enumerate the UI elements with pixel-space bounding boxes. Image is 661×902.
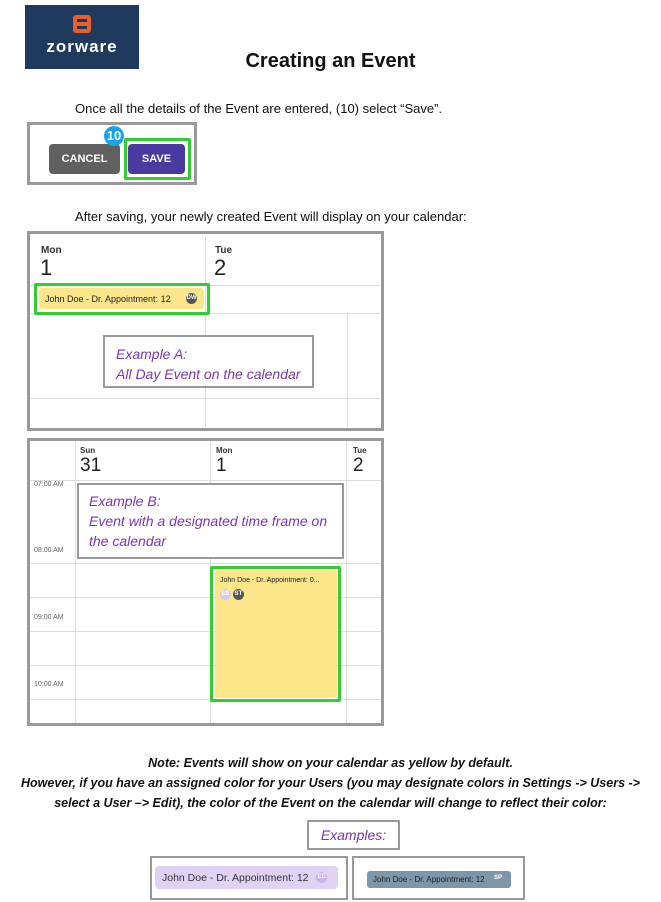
example-lavender-title: John Doe - Dr. Appointment: 12 [162,872,309,884]
note-line1: Note: Events will show on your calendar as yellow by default. [148,756,513,770]
time-label-7am: 07:00 AM [34,481,64,488]
save-button[interactable]: SAVE [128,144,185,174]
callout-b-line2: Event with a designated time frame on [89,513,328,529]
cancel-button[interactable]: CANCEL [49,144,120,174]
step-badge: 10 [104,126,124,146]
day-label-mon-b: Mon [216,446,233,455]
day-number-31: 31 [80,455,102,476]
time-label-8am: 08:00 AM [34,547,64,554]
examples-label: Examples: [307,820,400,850]
instruction-display: After saving, your newly created Event will display on your calendar: [75,209,467,224]
event-avatar-ee: EE [220,589,231,600]
instruction-save: Once all the details of the Event are entered, (10) select “Save”. [75,101,443,116]
callout-example-a [103,335,314,388]
day-label-sun: Sun [80,446,96,455]
day-label-mon: Mon [41,245,62,256]
all-day-event[interactable] [39,288,204,309]
day-number-1: 1 [40,255,53,280]
day-label-tue: Tue [215,245,233,256]
note-line2: However, if you have an assigned color for your Users (you may designate colors in Settings -> Users -> [21,776,640,790]
day-label-tue-b: Tue [353,446,367,455]
callout-a-line1: Example A: [116,346,188,362]
day-number-1-b: 1 [216,455,227,476]
callout-a-line2: All Day Event on the calendar [116,366,301,382]
event-avatar-st: ST [233,589,244,600]
time-label-10am: 10:00 AM [34,681,64,688]
example-slate-title: John Doe - Dr. Appointment: 12 [373,875,485,884]
time-label-9am: 09:00 AM [34,614,64,621]
example-slate-event[interactable] [367,871,511,888]
timed-event-title: John Doe - Dr. Appointment: 0... [220,577,320,584]
day-number-2-b: 2 [353,455,364,476]
callout-b-line1: Example B: [89,493,161,509]
callout-example-b [77,483,344,559]
example-lavender-avatar: EE [316,872,327,883]
day-number-2: 2 [214,255,227,280]
example-slate-avatar: SP [494,875,503,881]
example-lavender-event[interactable] [155,866,338,889]
logo-mark-icon [73,15,91,33]
event-avatar: DW [186,293,197,304]
note-line3: select a User –> Edit), the color of the Event on the calendar will change to reflect their color: [54,796,607,810]
event-title: John Doe - Dr. Appointment: 12 [45,294,171,304]
page-title: Creating an Event [245,50,416,72]
timed-event[interactable] [215,570,337,698]
callout-b-line3: the calendar [89,533,167,549]
logo-text: zorware [46,37,118,56]
